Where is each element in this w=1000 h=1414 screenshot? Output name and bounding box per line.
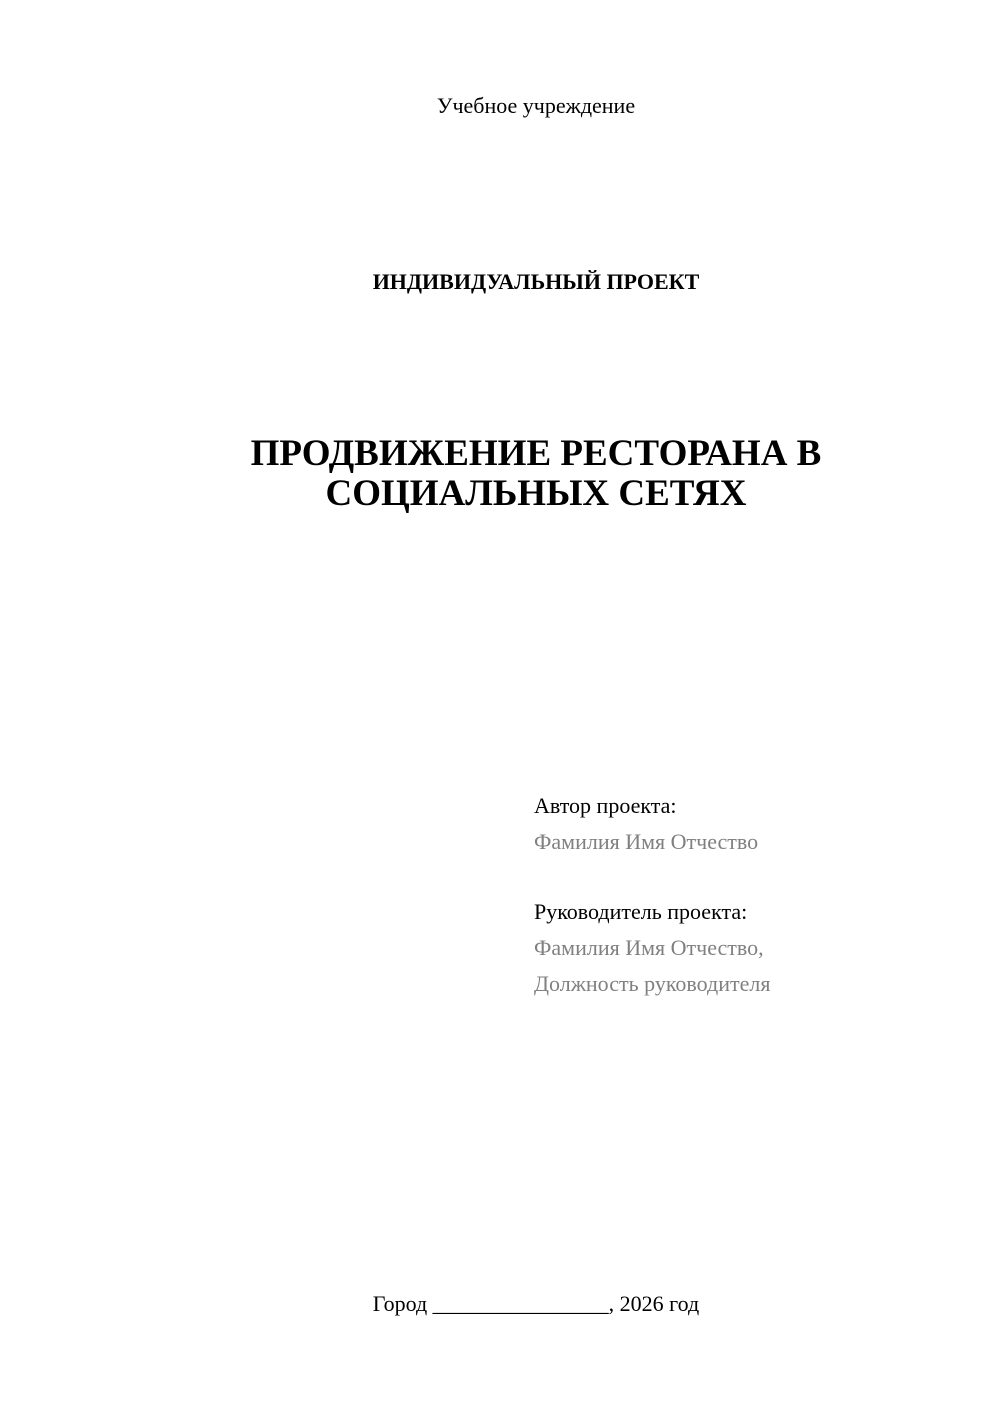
supervisor-label: Руководитель проекта: [534,899,748,924]
project-people-block [534,788,974,1002]
project-title [0,434,1000,514]
project-title-line-1: ПРОДВИЖЕНИЕ РЕСТОРАНА В [250,433,822,474]
city-year-footer: Город ________________, 2026 год [372,1291,700,1316]
author-name: Фамилия Имя Отчество [534,829,759,854]
project-title-line-2: СОЦИАЛЬНЫХ СЕТЯХ [325,473,747,514]
supervisor-name: Фамилия Имя Отчество, [534,935,764,960]
institution-name: Учебное учреждение [436,93,636,118]
document-type: ИНДИВИДУАЛЬНЫЙ ПРОЕКТ [372,269,700,294]
spacer [534,860,974,894]
supervisor-position: Должность руководителя [534,971,771,996]
author-label: Автор проекта: [534,793,677,818]
